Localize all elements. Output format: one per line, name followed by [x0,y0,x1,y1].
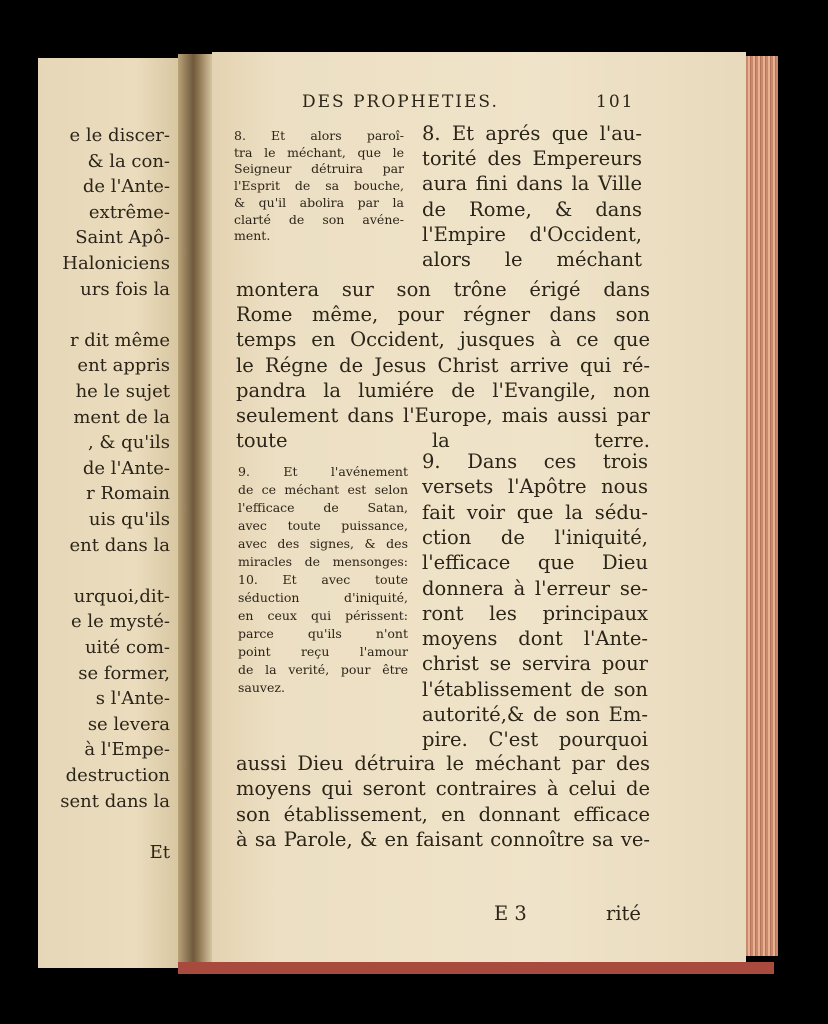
left-page-line: à l'Empe- [84,740,170,761]
signature-mark: E 3 [494,902,527,925]
book [38,46,778,976]
verse-line: 8. Et alors paroî- [234,128,404,143]
left-page-line: urs fois la [80,279,170,300]
book-gutter [178,54,212,970]
commentary-line: moyens qui seront contraires à celui de [236,777,650,801]
left-page-line: destruction [65,766,170,786]
left-page-line: de l'Ante- [82,177,170,198]
commentary-line: ront les principaux [422,601,648,625]
commentary-line: donnera à l'erreur se- [422,576,648,600]
commentary-line: pandra la lumiére de l'Evangile, non [236,378,650,402]
commentary-line: l'efficace que Dieu [422,551,648,575]
commentary-line: alors le méchant [422,248,642,271]
left-page-line: ent dans la [69,535,170,556]
left-page-line: se levera [87,714,170,735]
catchword: rité [606,902,641,925]
verse-line: l'Esprit de sa bouche, [234,178,404,194]
verse-line: tra le méchant, que le [234,144,404,160]
left-page-line: uis qu'ils [88,510,170,530]
commentary-line: montera sur son trône érigé dans [236,278,650,301]
commentary-line: pire. C'est pourquoi [422,728,648,752]
verse-line: de la verité, pour être [238,662,408,677]
verse-line: Seigneur détruira par [234,161,404,177]
commentary-line: le Régne de Jesus Christ arrive qui ré- [236,353,650,377]
commentary-line: l'établissement de son [422,677,648,701]
verse-line: & qu'il abolira par la [234,194,404,210]
left-page-line: sent dans la [60,791,170,812]
commentary-line: torité des Empereurs [422,147,642,171]
book-cover-edge [178,962,774,974]
commentary-line: fait voir que la sédu- [422,500,648,524]
commentary-line: moyens dont l'Ante- [422,627,648,651]
left-page-line: de l'Ante- [82,458,170,479]
commentary-line: christ se servira pour [422,652,648,676]
left-page-line: ment de la [73,407,170,428]
commentary-line: aura fini dans la Ville [422,172,642,196]
left-page-line: se former, [78,663,170,684]
verse-line: ment. [234,228,271,244]
left-page-line: e le mysté- [71,612,170,633]
left-page [38,58,178,968]
verse-line: de ce méchant est selon [238,482,408,497]
commentary-line: seulement dans l'Europe, mais aussi par [236,404,650,427]
verse-line: point reçu l'amour [238,644,408,659]
commentary-line: 9. Dans ces trois [422,450,648,473]
left-page-line: Et [149,842,170,863]
commentary-line: versets l'Apôtre nous [422,475,648,499]
verse-line: en ceux qui périssent: [238,608,408,623]
running-header: DES PROPHETIES. [302,92,499,112]
left-page-line: s l'Ante- [95,689,170,710]
verse-line: clarté de son avéne- [234,211,404,227]
commentary-line: ction de l'iniquité, [422,525,648,549]
page-edges [746,56,778,956]
commentary-line: Rome même, pour régner dans son [236,303,650,327]
left-page-line: Haloniciens [62,254,170,274]
verse-line: avec toute puissance, [238,518,408,533]
left-page-line: & la con- [87,151,170,172]
commentary-line: toute la terre. [236,429,650,453]
verse-line: parce qu'ils n'ont [238,626,408,641]
commentary-line: de Rome, & dans [422,197,642,221]
commentary-line: 8. Et aprés que l'au- [422,122,642,145]
commentary-line: aussi Dieu détruira le méchant par des [236,752,650,775]
verse-line: sauvez. [238,680,285,695]
left-page-line: uité com- [84,638,170,658]
left-page-line: Saint Apô- [75,228,170,249]
commentary-line: l'Empire d'Occident, [422,222,642,246]
commentary-line: à sa Parole, & en faisant connoître sa ve- [236,827,650,851]
commentary-line: temps en Occident, jusques à ce que [236,328,650,352]
left-page-line: ent appris [77,356,170,377]
verse-line: l'efficace de Satan, [238,500,408,515]
left-page-line: r Romain [86,484,170,505]
commentary-line: son établissement, en donnant efficace [236,802,650,826]
page-number: 101 [596,92,635,112]
left-page-line: he le sujet [75,382,170,402]
verse-line: avec des signes, & des [238,536,408,551]
verse-line: 10. Et avec toute [238,572,408,587]
verse-line: 9. Et l'avénement [238,464,408,479]
left-page-line: extrême- [88,202,170,223]
left-page-line: , & qu'ils [87,433,170,454]
verse-line: séduction d'iniquité, [238,590,408,605]
left-page-line: r dit même [69,330,170,351]
right-page [212,52,746,966]
commentary-line: autorité,& de son Em- [422,703,648,726]
left-page-line: e le discer- [69,126,170,146]
verse-line: miracles de mensonges: [238,554,408,569]
left-page-line: urquoi,dit- [73,586,170,607]
